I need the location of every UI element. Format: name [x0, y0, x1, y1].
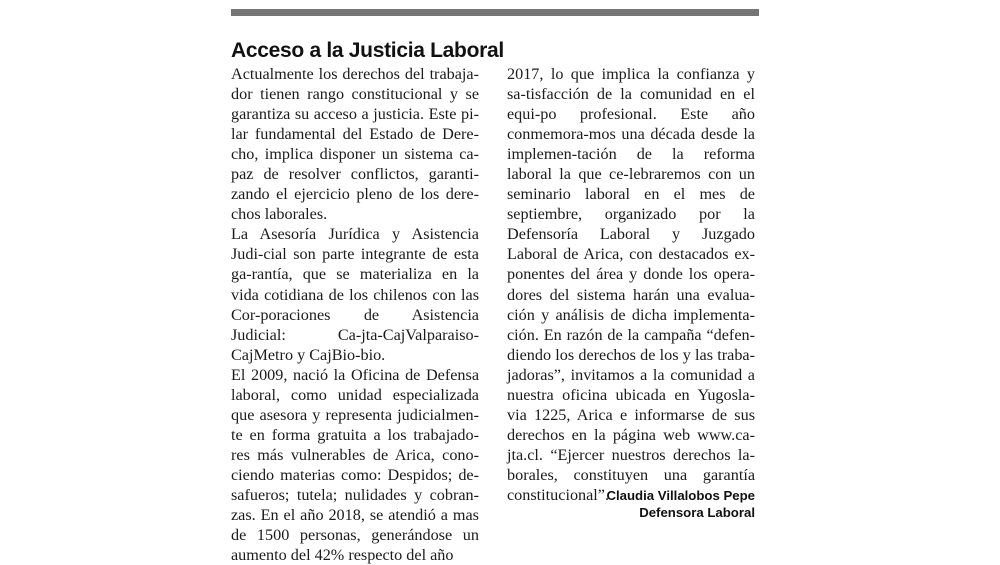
- article-body: [231, 64, 759, 565]
- article-column-right: [507, 64, 755, 505]
- article-paragraph: La Asesoría Jurídica y Asistencia Judi-cial son parte integrante de esta ga-rantía, que se materializa en la vida cotidiana de los chilenos con las Cor-poraciones de Asistencia Judicial: Ca-jta-CajValparaiso-CajMetro y CajBio-bio.: [231, 225, 479, 364]
- article-column-left: [231, 64, 479, 565]
- signature-author-name: Claudia Villalobos Pepe: [606, 488, 755, 503]
- article-paragraph: Actualmente los derechos del trabaja-dor tienen rango constitucional y se garantiza su acceso a justicia. Este pi-lar fundamental del Estado de Dere-cho, implica disponer un sistema ca-paz de resolver conflictos, garanti-zando el ejercicio pleno de los dere-chos laborales.: [231, 65, 479, 224]
- signature-author-role: Defensora Laboral: [639, 504, 755, 520]
- article-signature: [507, 488, 755, 521]
- page-title: Acceso a la Justicia Laboral: [231, 39, 504, 63]
- newspaper-article: [231, 0, 759, 565]
- article-paragraph: El 2009, nació la Oficina de Defensa laboral, como unidad especializada que asesora y representa judicialmen-te en forma gratuita a los trabajado-res más vulnerables de Arica, cono-ciendo materias como: Despidos; de-safueros; tutela; nulidades y cobran-zas. En el año 2018, se atendió a mas de 1500 personas, generándose un aumento del 42% respecto del año: [231, 365, 479, 565]
- article-top-rule: [231, 9, 759, 16]
- article-paragraph: 2017, lo que implica la confianza y sa-tisfacción de la comunidad en el equi-po profesional. Este año conmemora-mos una década desde la implemen-tación de la reforma laboral la que ce-lebraremos con un seminario laboral en el mes de septiembre, organizado por la Defensoría Laboral y Juzgado Laboral de Arica, con destacados ex-ponentes del área y donde los opera-dores del sistema harán una evalua-ción y análisis de dicha implementa-ción. En razón de la campaña “defen-diendo los derechos de los y las traba-jadoras”, invitamos a la comunidad a nuestra oficina ubicada en Yugosla-via 1225, Arica e informarse de sus derechos en la página web www.ca-jta.cl. “Ejercer nuestros derechos la-borales, constituyen una garantía constitucional”.: [507, 65, 755, 504]
